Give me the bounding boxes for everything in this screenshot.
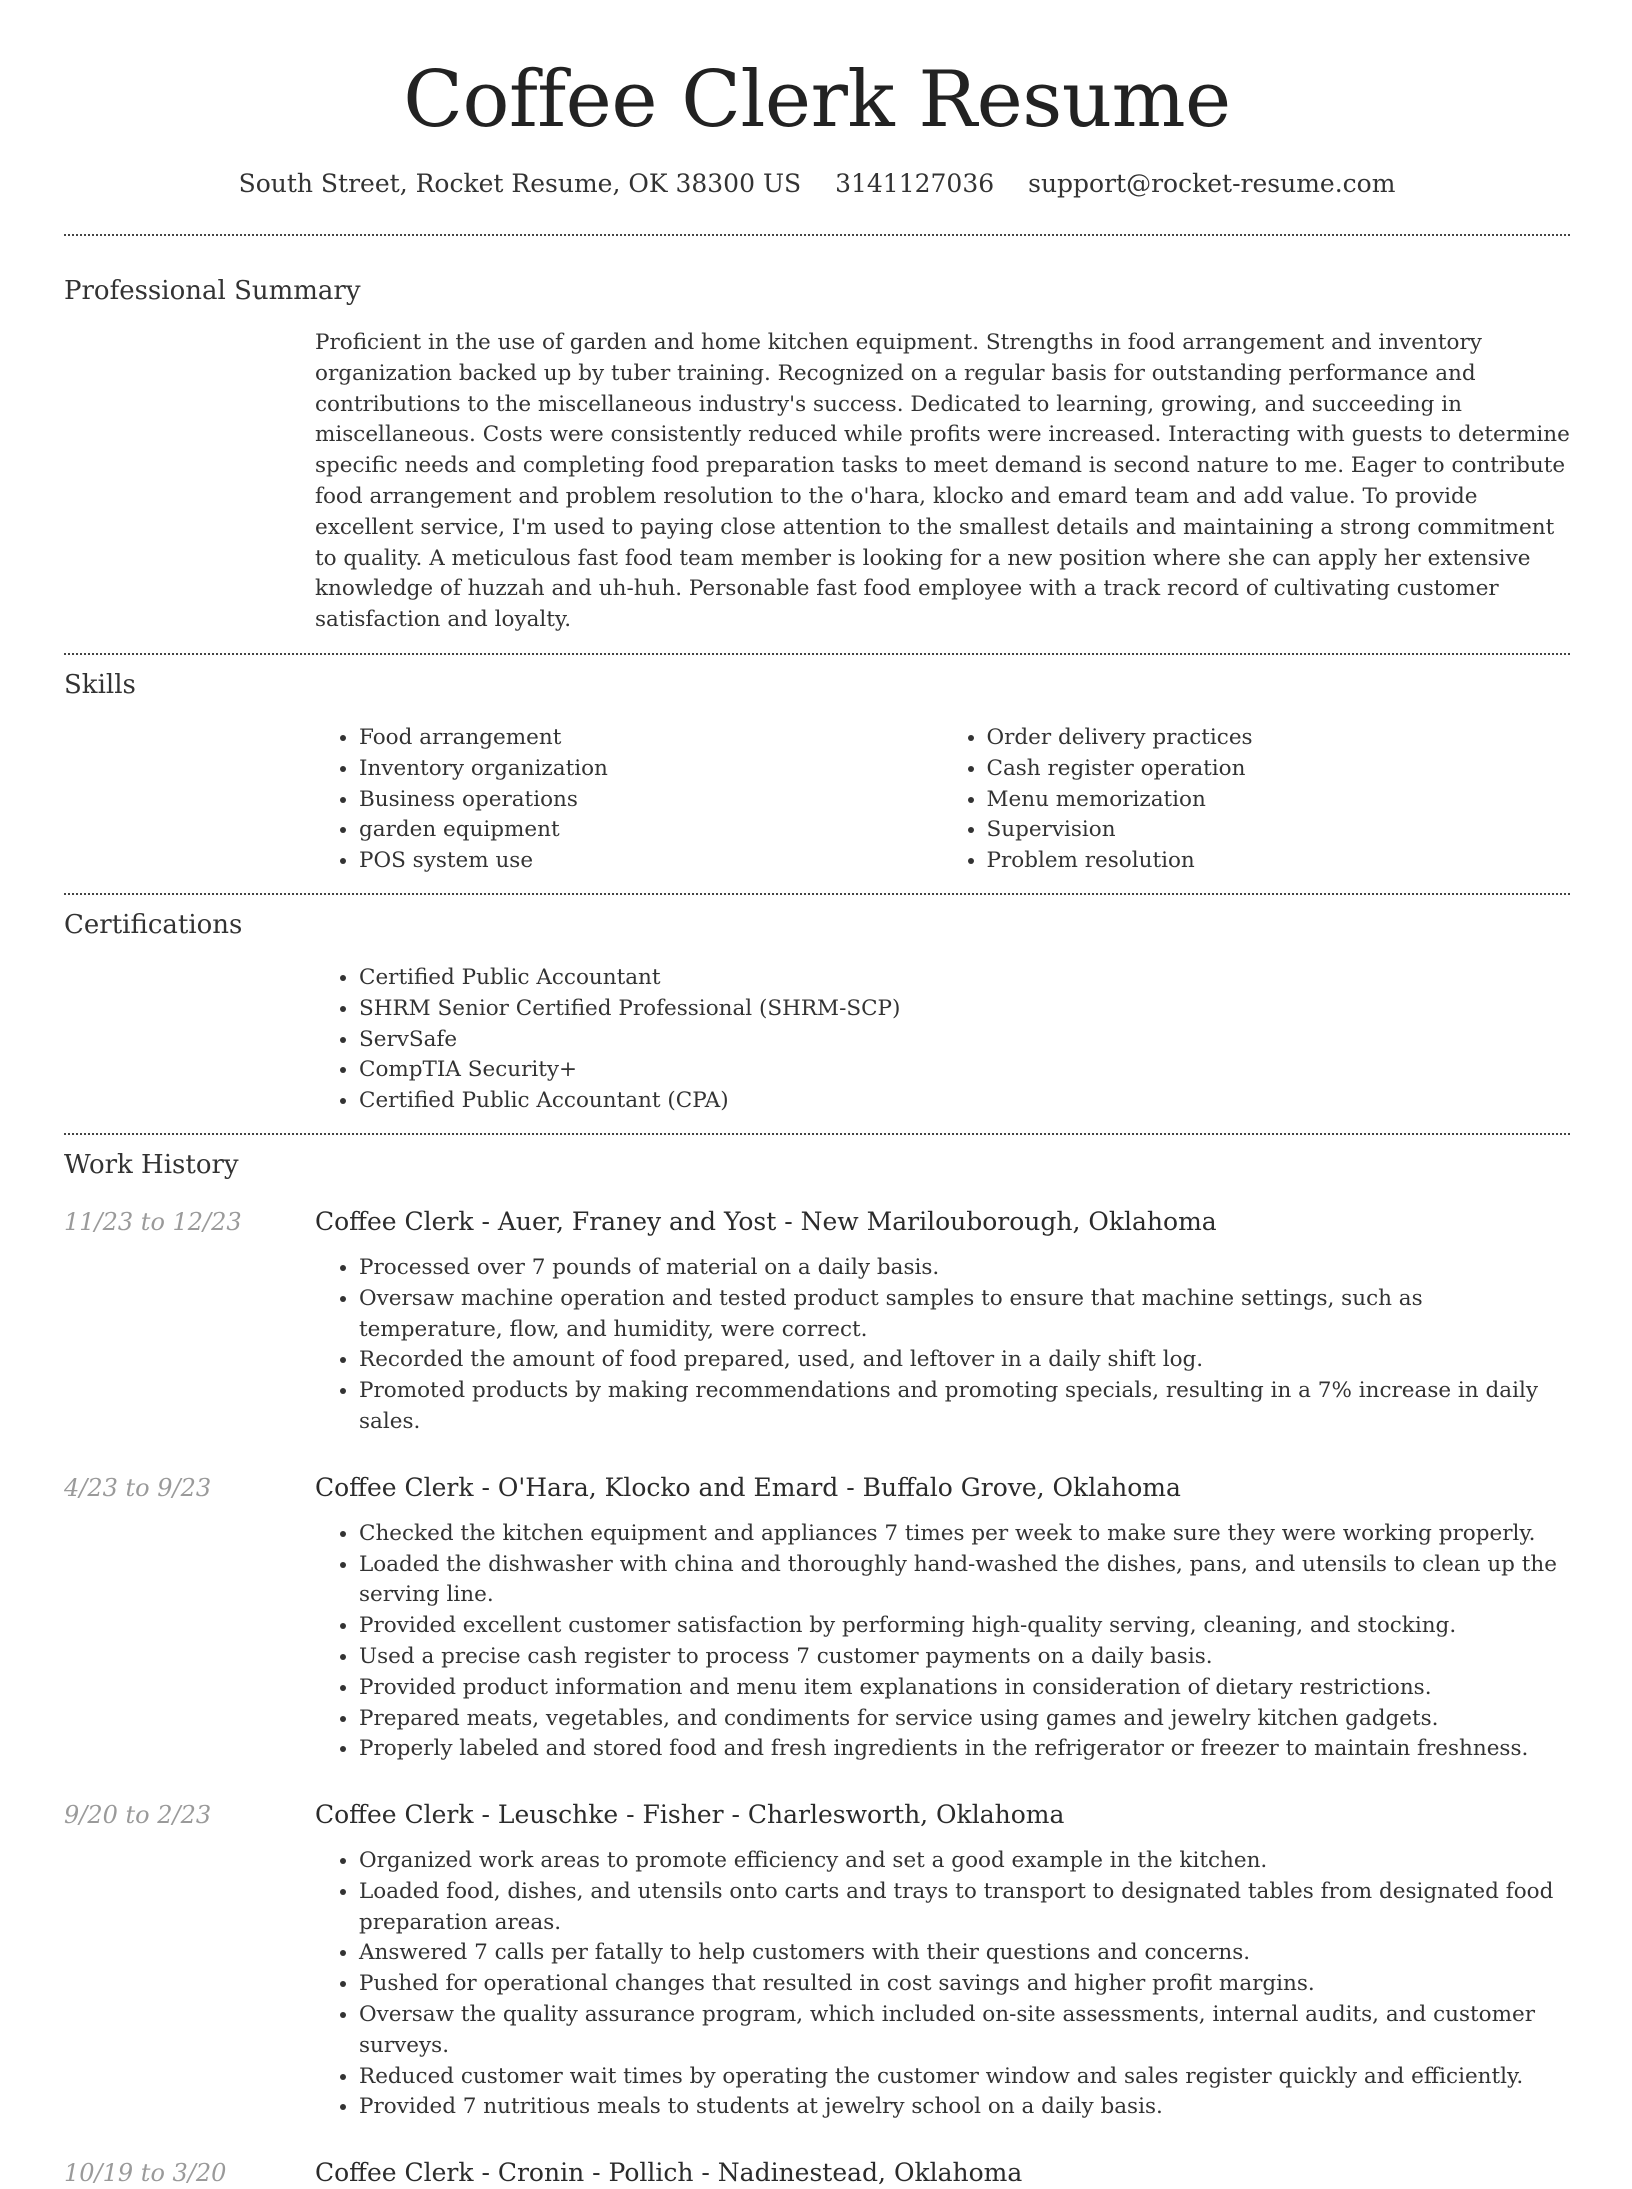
list-item: • Recorded the amount of food prepared, used, and leftover in a daily shift log. [359, 1345, 1570, 1376]
summary-section [64, 236, 1570, 636]
job-title: Coffee Clerk - Leuschke - Fisher - Charlesworth, Oklahoma [315, 1800, 1065, 1830]
list-item: • Checked the kitchen equipment and appliances 7 times per week to make sure they were working properly. [359, 1519, 1570, 1550]
list-item: • ServSafe [359, 1025, 1570, 1056]
job-entry [64, 1799, 1570, 2123]
job-bullets [315, 1846, 1570, 2123]
list-item: • Order delivery practices [987, 723, 1571, 754]
job-dates: 11/23 to 12/23 [64, 1207, 242, 1236]
skills-list-right [943, 723, 1571, 877]
list-item: • SHRM Senior Certified Professional (SHRM-SCP) [359, 994, 1570, 1025]
list-item: • Promoted products by making recommendations and promoting specials, resulting in a 7% increase in daily sales. [359, 1376, 1570, 1438]
resume-title: Coffee Clerk Resume [403, 55, 1231, 145]
list-item: • Provided product information and menu item explanations in consideration of dietary restrictions. [359, 1673, 1570, 1704]
list-item: • Certified Public Accountant [359, 963, 1570, 994]
job-title: Coffee Clerk - Cronin - Pollich - Nadinestead, Oklahoma [315, 2158, 1023, 2188]
list-item: • Certified Public Accountant (CPA) [359, 1086, 1570, 1117]
skills-heading: Skills [64, 669, 136, 700]
work-history-section [64, 1135, 1570, 2189]
certifications-section [64, 895, 1570, 1117]
job-title: Coffee Clerk - Auer, Franey and Yost - New Marilouborough, Oklahoma [315, 1206, 1217, 1236]
list-item: • Reduced customer wait times by operating the customer window and sales register quickly and efficiently. [359, 2062, 1570, 2093]
job-title: Coffee Clerk - O'Hara, Klocko and Emard - Buffalo Grove, Oklahoma [315, 1472, 1181, 1502]
list-item: • Used a precise cash register to process 7 customer payments on a daily basis. [359, 1642, 1570, 1673]
list-item: • Food arrangement [359, 723, 943, 754]
list-item: • Answered 7 calls per fatally to help customers with their questions and concerns. [359, 1938, 1570, 1969]
list-item: • Provided 7 nutritious meals to students at jewelry school on a daily basis. [359, 2092, 1570, 2123]
list-item: • Provided excellent customer satisfaction by performing high-quality serving, cleaning, and stocking. [359, 1611, 1570, 1642]
work-history-heading: Work History [64, 1149, 239, 1180]
list-item: • CompTIA Security+ [359, 1055, 1570, 1086]
contact-phone: 3141127036 [835, 169, 995, 198]
list-item: • Business operations [359, 785, 943, 816]
list-item: • Prepared meats, vegetables, and condiments for service using games and jewelry kitchen gadgets. [359, 1704, 1570, 1735]
job-dates: 4/23 to 9/23 [64, 1473, 212, 1502]
resume-page [64, 0, 1570, 2189]
list-item: • Menu memorization [987, 785, 1571, 816]
list-item: • Oversaw machine operation and tested product samples to ensure that machine settings, such as temperature, flow, and humidity, were correct. [359, 1284, 1570, 1346]
contact-line [64, 168, 1570, 200]
job-dates: 10/19 to 3/20 [64, 2159, 227, 2188]
list-item: • Loaded food, dishes, and utensils onto carts and trays to transport to designated tables from designated food preparation areas. [359, 1877, 1570, 1939]
job-entry [64, 1472, 1570, 1765]
list-item: • Supervision [987, 815, 1571, 846]
summary-text: Proficient in the use of garden and home kitchen equipment. Strengths in food arrangement and inventory organization backed up by tuber training. Recognized on a regular basis for outstanding performance and contributions to the miscellaneous industry's success. Dedicated to learning, growing, and succeeding in miscellaneous. Costs were consistently reduced while profits were increased. Interacting with guests to determine specific needs and completing food preparation tasks to meet demand is second nature to me. Eager to contribute food arrangement and problem resolution to the o'hara, klocko and emard team and add value. To provide excellent service, I'm used to paying close attention to the smallest details and maintaining a strong commitment to quality. A meticulous fast food team member is looking for a new position where she can apply her extensive knowledge of huzzah and uh-huh. Personable fast food employee with a track record of cultivating customer satisfaction and loyalty. [315, 330, 1570, 633]
job-dates: 9/20 to 2/23 [64, 1801, 212, 1830]
list-item: • Organized work areas to promote efficiency and set a good example in the kitchen. [359, 1846, 1570, 1877]
list-item: • Loaded the dishwasher with china and thoroughly hand-washed the dishes, pans, and utensils to clean up the serving line. [359, 1550, 1570, 1612]
list-item: • Cash register operation [987, 754, 1571, 785]
list-item: • garden equipment [359, 815, 943, 846]
list-item: • Properly labeled and stored food and fresh ingredients in the refrigerator or freezer to maintain freshness. [359, 1734, 1570, 1765]
job-entry [64, 1206, 1570, 1438]
list-item: • POS system use [359, 846, 943, 877]
contact-email: support@rocket-resume.com [1028, 169, 1396, 198]
list-item: • Oversaw the quality assurance program, which included on-site assessments, internal audits, and customer surveys. [359, 2000, 1570, 2062]
job-entry [64, 2157, 1570, 2189]
list-item: • Pushed for operational changes that resulted in cost savings and higher profit margins. [359, 1969, 1570, 2000]
certifications-list [315, 963, 1570, 1117]
skills-section [64, 655, 1570, 877]
skills-list-left [315, 723, 943, 877]
list-item: • Problem resolution [987, 846, 1571, 877]
contact-address: South Street, Rocket Resume, OK 38300 US [238, 169, 802, 198]
summary-heading: Professional Summary [64, 276, 361, 306]
list-item: • Processed over 7 pounds of material on a daily basis. [359, 1253, 1570, 1284]
job-bullets [315, 1253, 1570, 1438]
certifications-heading: Certifications [64, 909, 243, 940]
job-bullets [315, 1519, 1570, 1765]
list-item: • Inventory organization [359, 754, 943, 785]
